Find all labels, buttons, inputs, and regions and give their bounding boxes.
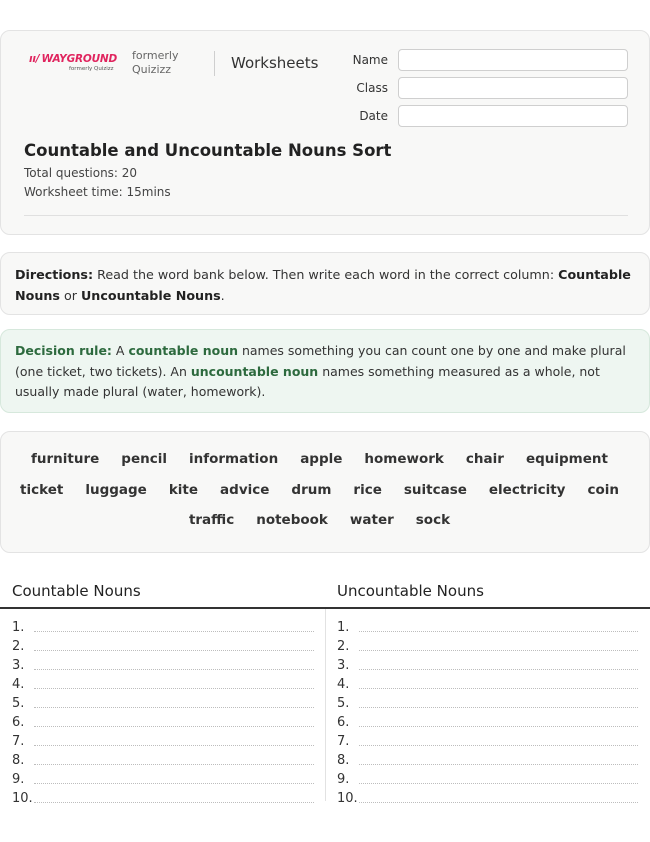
class-field <box>341 77 631 101</box>
answer-line[interactable]: 2. <box>12 638 314 657</box>
header-rule <box>24 215 628 216</box>
answer-line[interactable]: 1. <box>337 619 638 638</box>
answer-line[interactable]: 4. <box>337 676 638 695</box>
countable-column-heading: Countable Nouns <box>12 582 141 600</box>
answer-line[interactable]: 7. <box>337 733 638 752</box>
wayground-logo <box>29 53 119 72</box>
word-bank-row <box>1 482 649 513</box>
answer-line[interactable]: 8. <box>337 752 638 771</box>
date-label: Date <box>359 109 388 123</box>
word-bank-item: rice <box>353 481 382 498</box>
decision-rule-box: Decision rule: A countable noun names something you can count one by one and make plural (one ticket, two tickets). An uncountable noun names something measured as a whole, not usually made plural (water, homework). <box>0 329 650 413</box>
word-bank-item: drum <box>291 481 332 498</box>
answer-line[interactable]: 3. <box>12 657 314 676</box>
word-bank-item: suitcase <box>403 481 467 498</box>
answer-line[interactable]: 9. <box>337 771 638 790</box>
answer-line[interactable]: 2. <box>337 638 638 657</box>
word-bank-item: information <box>189 451 279 467</box>
word-bank-item: coin <box>587 481 619 498</box>
word-bank-item: furniture <box>31 451 100 467</box>
word-bank-item: electricity <box>488 481 566 498</box>
word-bank-item: pencil <box>121 451 167 467</box>
logo-subtext: formerly Quizizz <box>69 66 114 72</box>
term-countable-noun: countable noun <box>128 343 238 358</box>
directions-box: Directions: Read the word bank below. Then write each word in the correct column: Countable Nouns or Uncountable Nouns. <box>0 252 650 315</box>
logo-bars-icon: ıı/ <box>29 53 40 65</box>
word-bank-row <box>1 512 649 543</box>
answer-line[interactable]: 1. <box>12 619 314 638</box>
decision-rule-label: Decision rule: <box>15 343 112 358</box>
class-label: Class <box>356 81 388 95</box>
worksheet-time: Worksheet time: 15mins <box>24 185 171 199</box>
word-bank-item: kite <box>168 481 199 498</box>
answer-line[interactable]: 6. <box>12 714 314 733</box>
answer-line[interactable]: 8. <box>12 752 314 771</box>
answer-line[interactable]: 6. <box>337 714 638 733</box>
uncountable-answer-list <box>337 619 638 809</box>
section-title: Worksheets <box>231 54 319 72</box>
answer-line[interactable]: 10. <box>12 790 314 809</box>
word-bank-item: water <box>349 512 394 528</box>
word-bank-item: chair <box>465 451 504 467</box>
total-questions: Total questions: 20 <box>24 166 138 180</box>
answer-line[interactable]: 7. <box>12 733 314 752</box>
date-field <box>341 105 631 129</box>
formerly-quizizz: formerly Quizizz <box>132 49 179 76</box>
word-bank <box>0 431 650 553</box>
term-uncountable-noun: uncountable noun <box>190 363 319 379</box>
word-bank-row <box>1 451 649 482</box>
answer-line[interactable]: 5. <box>337 695 638 714</box>
word-bank-item: notebook <box>256 512 328 528</box>
word-bank-item: homework <box>364 451 444 467</box>
name-input[interactable] <box>398 49 628 71</box>
header-divider <box>214 51 215 76</box>
directions-term-countable: Countable Nouns <box>15 267 631 303</box>
worksheet-header <box>0 30 650 235</box>
word-bank-item: apple <box>300 451 343 467</box>
column-separator <box>325 609 326 801</box>
answer-line[interactable]: 10. <box>337 790 638 809</box>
word-bank-item: traffic <box>188 512 235 528</box>
answer-line[interactable]: 4. <box>12 676 314 695</box>
answer-line[interactable]: 9. <box>12 771 314 790</box>
word-bank-item: advice <box>220 481 270 498</box>
directions-text: Read the word bank below. Then write each word in the correct column: <box>93 267 559 282</box>
name-label: Name <box>352 53 388 67</box>
directions-label: Directions: <box>15 267 94 282</box>
answer-line[interactable]: 5. <box>12 695 314 714</box>
word-bank-item: luggage <box>85 481 147 498</box>
class-input[interactable] <box>398 77 628 99</box>
uncountable-column-heading: Uncountable Nouns <box>337 582 484 600</box>
worksheet-title: Countable and Uncountable Nouns Sort <box>24 141 392 160</box>
directions-term-uncountable: Uncountable Nouns <box>81 288 221 303</box>
logo-text: WAYGROUND <box>41 53 118 65</box>
answer-line[interactable]: 3. <box>337 657 638 676</box>
word-bank-item: ticket <box>20 481 64 498</box>
word-bank-item: equipment <box>525 451 608 467</box>
countable-answer-list <box>12 619 314 809</box>
word-bank-item: sock <box>415 512 451 528</box>
name-field <box>341 49 631 73</box>
date-input[interactable] <box>398 105 628 127</box>
